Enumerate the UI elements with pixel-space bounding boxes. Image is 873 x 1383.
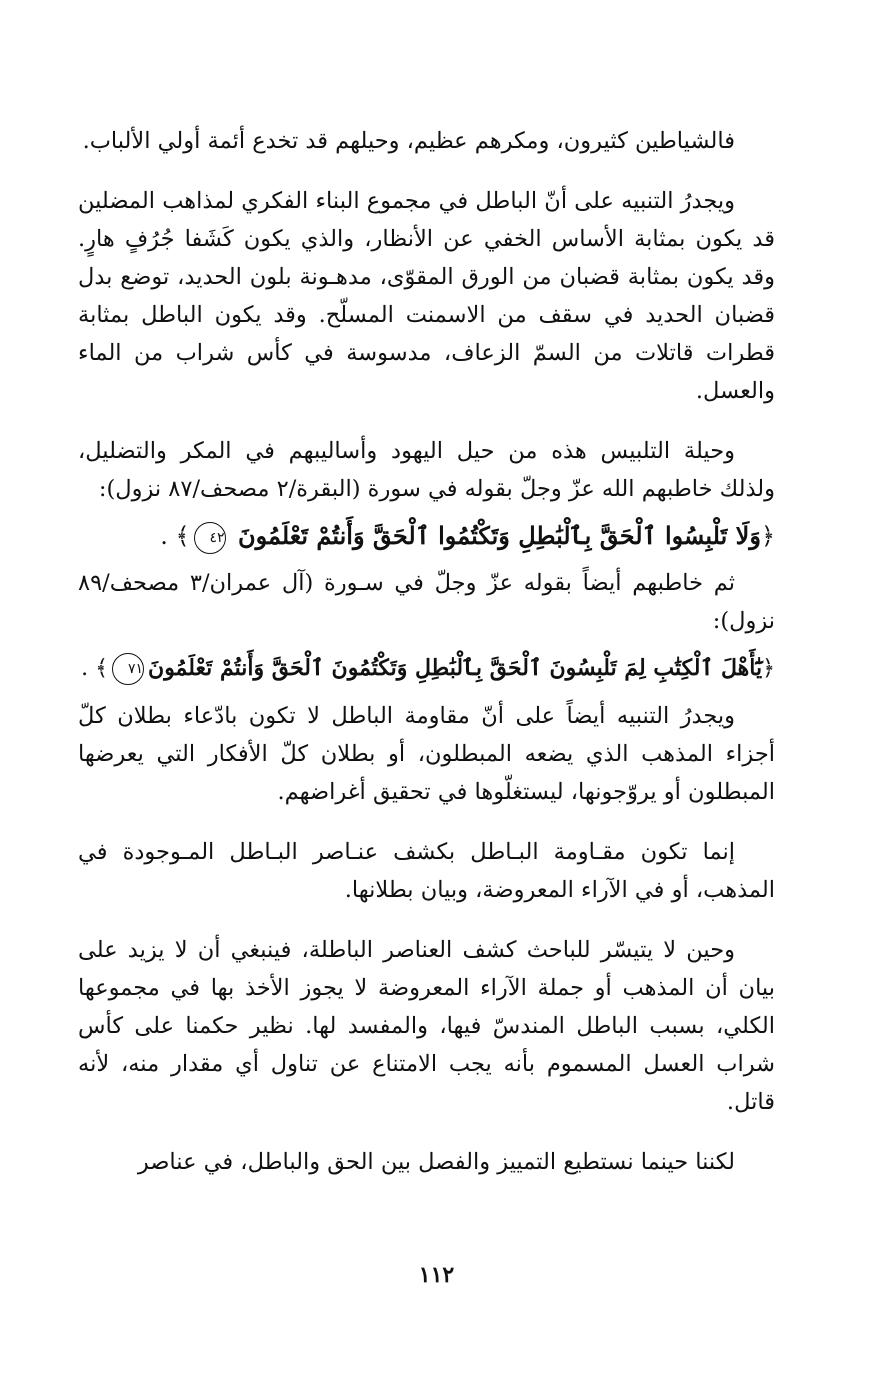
verse-close-bracket: ﴾ . — [81, 656, 109, 681]
paragraph-5: ويجدرُ التنبيه أيضاً على أنّ مقاومة الباطل لا تكون بادّعاء بطلان كلّ أجزاء المذهب الذي يضعه المبطلون، أو بطلان كلّ الأفكار التي يعرضها المبطلون أو يروّجونها، ليستغلّوها في تحقيق أغراضهم. — [78, 703, 775, 805]
verse-open-bracket: ﴿ — [760, 522, 775, 550]
page-number: ١١٢ — [418, 1262, 455, 1288]
paragraph-2: ويجدرُ التنبيه على أنّ الباطل في مجموع البناء الفكري لمذاهب المضلين قد يكون بمثابة الأساس الخفي عن الأنظار، والذي يكون كَشَفا جُرُفٍ هارٍ. وقد يكون بمثابة قضبان من الورق المقوّى، مدهـونة بلون الحديد، توضع بدل قضبان الحديد في سقف من الاسمنت المسلّح. وقد يكون الباطل بمثابة قطرات قاتلات من السمّ الزعاف، مدسوسة في كأس شراب من الماء والعسل. — [78, 188, 775, 404]
paragraph-8: لكننا حينما نستطيع التمييز والفصل بين الحق والباطل، في عناصر — [137, 1149, 735, 1175]
ayah-number-badge: ٧١ — [112, 653, 144, 685]
verse-open-bracket: ﴿ — [762, 656, 775, 681]
quran-verse-baqarah — [78, 514, 775, 558]
page-body — [78, 122, 775, 1181]
ayah-number-badge: ٤٢ — [194, 522, 226, 554]
paragraph-1: فالشياطين كثيرون، ومكرهم عظيم، وحيلهم قد تخدع أئمة أولي الألباب. — [82, 128, 735, 154]
verse-close-bracket: ﴾ . — [160, 522, 190, 550]
verse-text: وَلَا تَلْبِسُوا ٱلْحَقَّ بِٱلْبَٰطِلِ وَتَكْتُمُوا ٱلْحَقَّ وَأَنتُمْ تَعْلَمُونَ — [237, 521, 761, 550]
quran-verse-al-imran — [78, 646, 775, 691]
paragraph-6: إنما تكون مقـاومة البـاطل بكشف عنـاصر البـاطل المـوجودة في المذهب، أو في الآراء المعروضة، وبيان بطلانها. — [78, 839, 775, 903]
paragraph-7: وحين لا يتيسّر للباحث كشف العناصر الباطلة، فينبغي أن لا يزيد على بيان أن المذهب أو جملة الآراء المعروضة لا يجوز الأخذ بها في مجموعها الكلي، بسبب الباطل المندسّ فيها، والمفسد لها. نظير حكمنا على كأس شراب العسل المسموم بأنه يجب الامتناع عن تناول أي مقدار منه، لأنه قاتل. — [78, 937, 775, 1115]
paragraph-4: ثم خاطبهم أيضاً بقوله عزّ وجلّ في سـورة (آل عمران/٣ مصحف/٨٩ نزول): — [78, 570, 775, 634]
paragraph-3: وحيلة التلبيس هذه من حيل اليهود وأساليبهم في المكر والتضليل، ولذلك خاطبهم الله عزّ وجلّ بقوله في سورة (البقرة/٢ مصحف/٨٧ نزول): — [78, 438, 775, 502]
verse-text: يَٰٓأَهْلَ ٱلْكِتَٰبِ لِمَ تَلْبِسُونَ ٱلْحَقَّ بِٱلْبَٰطِلِ وَتَكْتُمُونَ ٱلْحَقَّ وَأَنتُمْ تَعْلَمُونَ — [148, 655, 763, 681]
